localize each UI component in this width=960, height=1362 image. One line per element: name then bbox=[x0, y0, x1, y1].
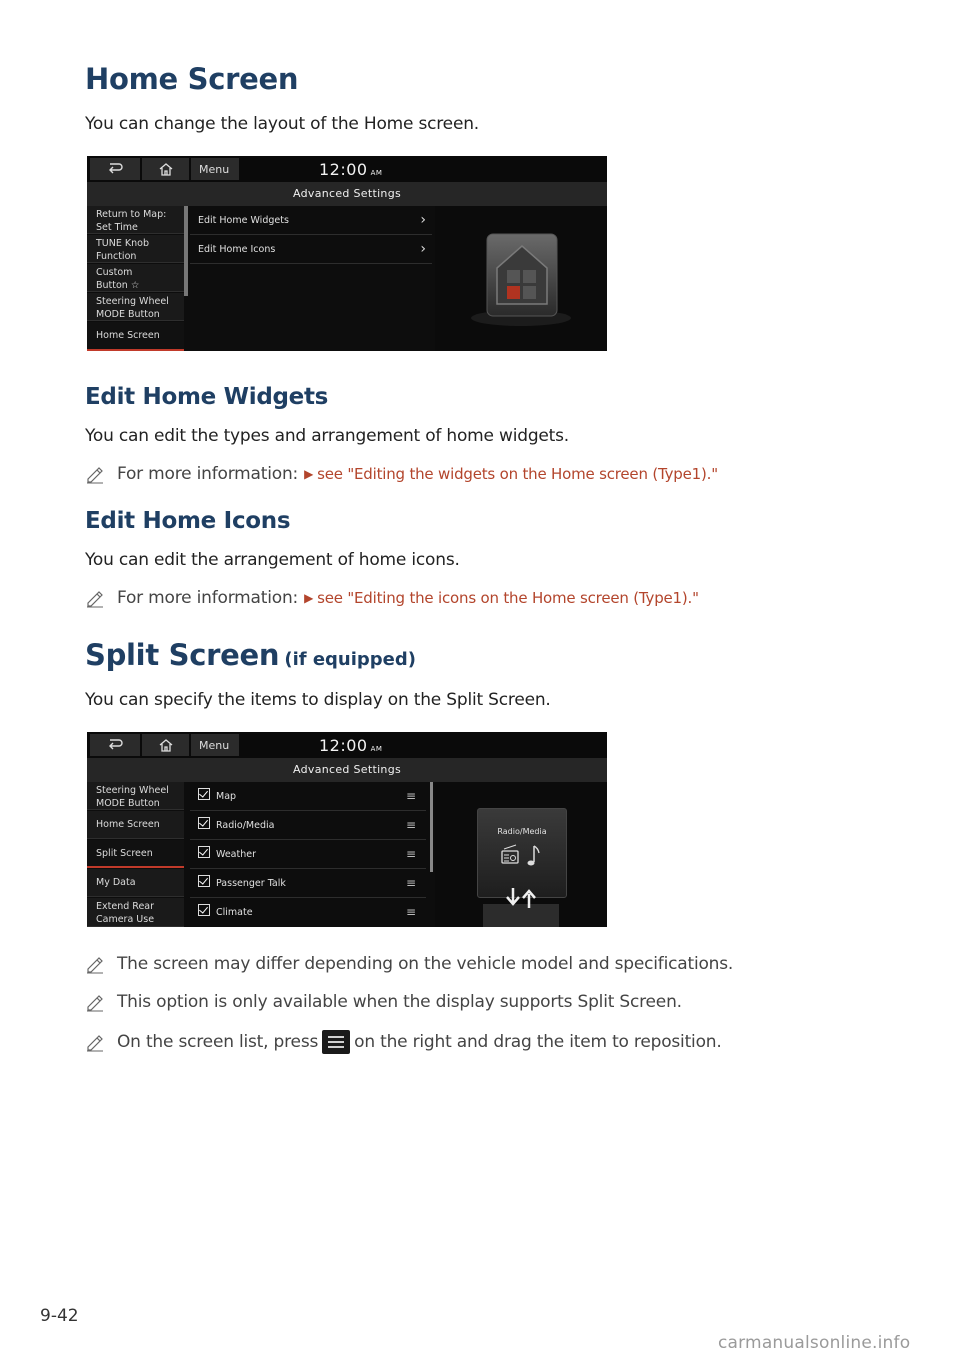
drag-handle-icon[interactable]: ≡ bbox=[405, 818, 416, 832]
checkbox-checked-icon[interactable] bbox=[198, 817, 210, 829]
back-button[interactable] bbox=[90, 734, 140, 756]
clock-ampm: AM bbox=[370, 745, 383, 753]
edit-home-widgets-heading: Edit Home Widgets bbox=[85, 384, 329, 410]
pencil-icon bbox=[85, 588, 105, 608]
menu-item-line2: Function bbox=[96, 251, 137, 262]
note-text-before: On the screen list, press bbox=[117, 1032, 319, 1052]
screen-title: Advanced Settings bbox=[87, 758, 607, 782]
pencil-icon bbox=[85, 1032, 105, 1052]
back-icon bbox=[107, 739, 123, 751]
page-number: 9-42 bbox=[40, 1306, 79, 1326]
menu-item-line1: TUNE Knob bbox=[96, 238, 149, 249]
back-button[interactable] bbox=[90, 158, 140, 180]
option-label: Radio/Media bbox=[216, 820, 275, 831]
note-text: This option is only available when the display supports Split Screen. bbox=[117, 992, 682, 1012]
edit-icons-note bbox=[85, 588, 699, 608]
home-screen-settings-screenshot bbox=[87, 156, 607, 351]
menu-item-line1: Extend Rear bbox=[96, 901, 155, 912]
menu-item-line2: MODE Button bbox=[96, 309, 160, 320]
edit-home-icons-heading: Edit Home Icons bbox=[85, 508, 291, 534]
icons-reference-link[interactable]: see "Editing the icons on the Home screen (Type1)." bbox=[317, 589, 699, 607]
drag-handle-icon[interactable]: ≡ bbox=[405, 847, 416, 861]
option-map[interactable] bbox=[190, 782, 426, 811]
home-layout-preview-icon bbox=[435, 206, 607, 351]
option-weather[interactable] bbox=[190, 840, 426, 869]
radio-music-icon bbox=[478, 842, 566, 872]
split-options-list bbox=[190, 782, 432, 927]
clock-ampm: AM bbox=[370, 169, 383, 177]
menu-item-return-to-map[interactable] bbox=[87, 206, 184, 234]
edit-widgets-note bbox=[85, 464, 718, 484]
menu-item-split-screen[interactable]: Split Screen bbox=[87, 840, 184, 868]
checkbox-checked-icon[interactable] bbox=[198, 904, 210, 916]
option-edit-home-widgets[interactable] bbox=[190, 206, 432, 235]
option-label: Edit Home Icons bbox=[198, 244, 276, 255]
menu-item-extend-rear-camera[interactable] bbox=[87, 898, 184, 927]
drag-handle-icon[interactable]: ≡ bbox=[405, 876, 416, 890]
settings-left-menu bbox=[87, 206, 187, 351]
menu-item-line1: Return to Map: bbox=[96, 209, 167, 220]
home-icon bbox=[159, 163, 173, 176]
widgets-reference-link[interactable]: see "Editing the widgets on the Home screen (Type1)." bbox=[317, 465, 718, 483]
clock-time: 12:00 bbox=[319, 160, 368, 179]
note-prefix: For more information: bbox=[117, 588, 299, 608]
note-screen-differ bbox=[85, 954, 733, 974]
options-list bbox=[190, 206, 432, 351]
list-handle-icon bbox=[322, 1030, 350, 1054]
note-display-support bbox=[85, 992, 682, 1012]
split-preview-pane bbox=[435, 782, 607, 927]
menu-item-steering-wheel[interactable] bbox=[87, 293, 184, 321]
edit-home-icons-description: You can edit the arrangement of home icons. bbox=[85, 550, 460, 570]
menu-button[interactable]: Menu bbox=[191, 158, 239, 180]
triangle-right-icon: ▶ bbox=[304, 467, 314, 481]
menu-item-tune-knob[interactable] bbox=[87, 235, 184, 263]
pencil-icon bbox=[85, 464, 105, 484]
menu-item-line2: Set Time bbox=[96, 222, 138, 233]
clock bbox=[319, 736, 382, 755]
option-label: Weather bbox=[216, 849, 256, 860]
option-edit-home-icons[interactable] bbox=[190, 235, 432, 264]
split-screen-heading: Split Screen bbox=[85, 638, 280, 672]
home-button[interactable] bbox=[142, 734, 189, 756]
option-radio-media[interactable] bbox=[190, 811, 426, 840]
menu-item-line2: Button ☆ bbox=[96, 280, 140, 291]
edit-home-widgets-description: You can edit the types and arrangement of home widgets. bbox=[85, 426, 570, 446]
split-screen-description: You can specify the items to display on the Split Screen. bbox=[85, 690, 551, 710]
menu-item-my-data[interactable]: My Data bbox=[87, 869, 184, 897]
menu-button[interactable]: Menu bbox=[191, 734, 239, 756]
menu-item-home-screen[interactable]: Home Screen bbox=[87, 811, 184, 839]
option-label: Passenger Talk bbox=[216, 878, 286, 889]
note-text: The screen may differ depending on the vehicle model and specifications. bbox=[117, 954, 734, 974]
checkbox-checked-icon[interactable] bbox=[198, 846, 210, 858]
settings-left-menu bbox=[87, 782, 187, 927]
triangle-right-icon: ▶ bbox=[304, 591, 314, 605]
option-label: Edit Home Widgets bbox=[198, 215, 289, 226]
option-label: Map bbox=[216, 791, 237, 802]
checkbox-checked-icon[interactable] bbox=[198, 788, 210, 800]
preview-pane bbox=[435, 206, 607, 351]
drag-handle-icon[interactable]: ≡ bbox=[405, 905, 416, 919]
home-button[interactable] bbox=[142, 158, 189, 180]
drag-handle-icon[interactable]: ≡ bbox=[405, 789, 416, 803]
menu-item-steering-wheel[interactable] bbox=[87, 782, 184, 810]
pencil-icon bbox=[85, 992, 105, 1012]
preview-card-label: Radio/Media bbox=[497, 827, 547, 836]
list-scrollbar[interactable] bbox=[430, 782, 433, 872]
watermark: carmanualsonline.info bbox=[718, 1333, 911, 1353]
home-screen-description: You can change the layout of the Home screen. bbox=[85, 114, 479, 134]
split-screen-settings-screenshot bbox=[87, 732, 607, 927]
checkbox-checked-icon[interactable] bbox=[198, 875, 210, 887]
menu-item-home-screen[interactable]: Home Screen bbox=[87, 322, 184, 351]
menu-item-line1: Steering Wheel bbox=[96, 296, 169, 307]
top-bar bbox=[87, 732, 607, 758]
swap-arrows-icon bbox=[501, 886, 541, 910]
screen-title: Advanced Settings bbox=[87, 182, 607, 206]
home-icon bbox=[159, 739, 173, 752]
split-preview-card bbox=[477, 808, 567, 898]
clock-time: 12:00 bbox=[319, 736, 368, 755]
option-climate[interactable] bbox=[190, 898, 426, 927]
menu-item-line1: Custom bbox=[96, 267, 133, 278]
clock bbox=[319, 160, 382, 179]
split-screen-heading-row bbox=[85, 638, 416, 672]
note-prefix: For more information: bbox=[117, 464, 299, 484]
option-passenger-talk[interactable] bbox=[190, 869, 426, 898]
note-text-after: on the right and drag the item to reposition. bbox=[354, 1032, 722, 1052]
chevron-right-icon: › bbox=[420, 241, 426, 257]
split-screen-qualifier: (if equipped) bbox=[284, 649, 417, 670]
menu-item-line2: Camera Use bbox=[96, 914, 155, 925]
note-reposition bbox=[85, 1030, 722, 1054]
pencil-icon bbox=[85, 954, 105, 974]
back-icon bbox=[107, 163, 123, 175]
chevron-right-icon: › bbox=[420, 212, 426, 228]
option-label: Climate bbox=[216, 907, 253, 918]
left-scrollbar[interactable] bbox=[184, 206, 188, 296]
home-screen-heading: Home Screen bbox=[85, 62, 299, 96]
menu-item-custom-button[interactable] bbox=[87, 264, 184, 292]
menu-item-line1: Steering Wheel bbox=[96, 785, 169, 796]
menu-item-line2: MODE Button bbox=[96, 798, 160, 809]
top-bar bbox=[87, 156, 607, 182]
